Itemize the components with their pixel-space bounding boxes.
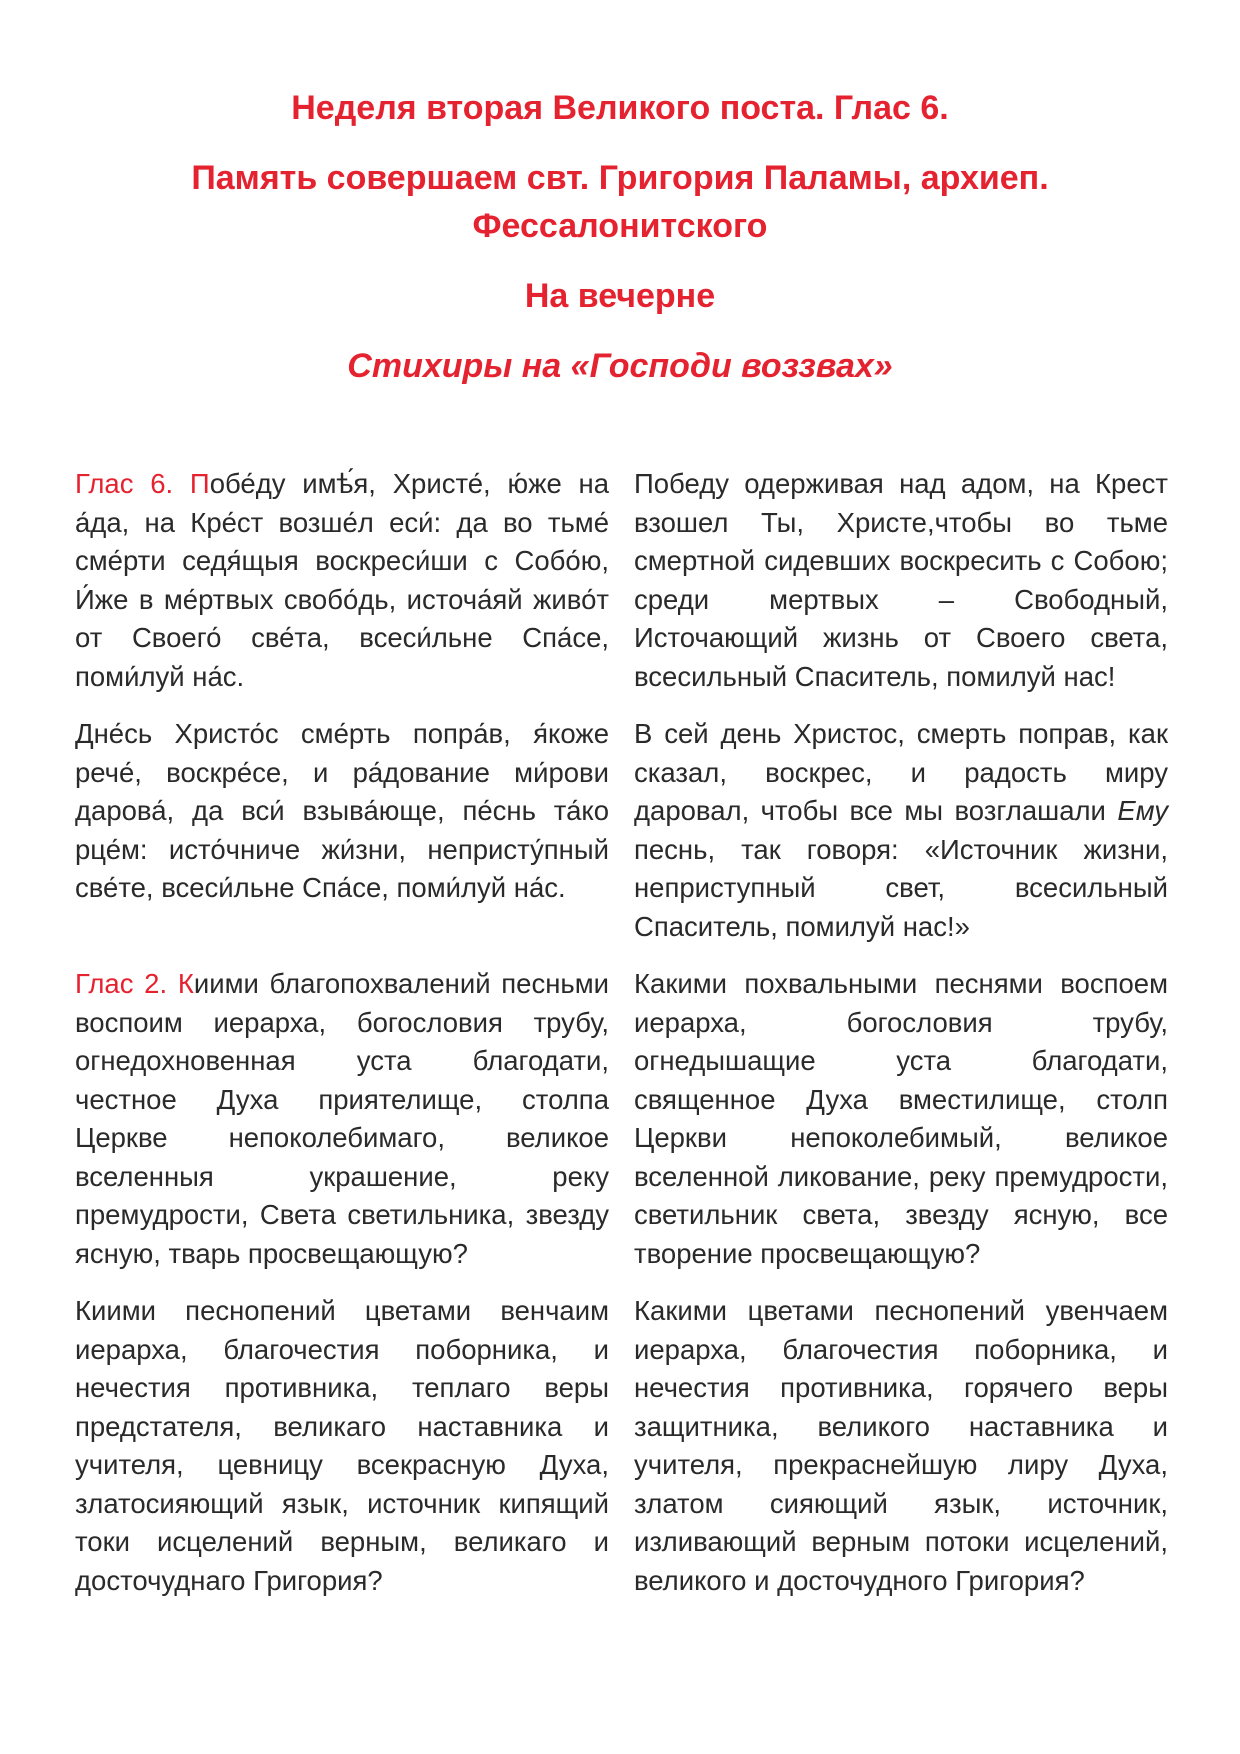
tone-label: Глас 2.: [75, 968, 168, 999]
sticheron-row-3: [75, 965, 1168, 1273]
commemoration-heading: Память совершаем свт. Григория Паламы, архиеп. Фессалонитского: [191, 159, 1049, 245]
russian-text: [634, 1292, 1168, 1600]
russian-body-before: В сей день Христос, смерть поправ, как сказал, воскрес, и радость миру даровал, чтобы все мы возглашали: [634, 718, 1168, 826]
russian-body: Какими цветами песнопений увенчаем иерарха, благочестия поборника, и нечестия противника, горячего веры защитника, великого наставника и учителя, прекраснейшую лиру Духа, златом сияющий язык, источник, изливающий верным потоки исцелений, великого и досточудного Григория?: [634, 1295, 1168, 1596]
slavonic-text: [75, 1292, 609, 1600]
sticheron-row-2: [75, 715, 1168, 946]
russian-text: [634, 715, 1168, 946]
russian-body: Какими похвальными песнями воспоем иерарха, богословия трубу, огнедышащие уста благодати, священное Духа вместилище, столп Церкви непоколебимый, великое вселенной ликование, реку премудрости, светильник света, звезду ясную, все творение просвещающую?: [634, 968, 1168, 1269]
russian-body: Победу одерживая над адом, на Крест взошел Ты, Христе,чтобы во тьме смертной сидевших воскресить с Собою; среди мертвых – Свободный, Источающий жизнь от Своего света, всесильный Спаситель, помилуй нас!: [634, 468, 1168, 692]
russian-body-after: песнь, так говоря: «Источник жизни, неприступный свет, всесильный Спаситель, помилуй нас!»: [634, 833, 1168, 942]
service-heading: На вечерне: [524, 277, 716, 315]
tone-label: Глас 6.: [75, 468, 174, 499]
slavonic-text: [75, 715, 609, 946]
page-title: Неделя вторая Великого поста. Глас 6.: [291, 89, 949, 127]
initial-letter: П: [189, 468, 210, 499]
slavonic-text: [75, 465, 609, 696]
initial-letter: К: [177, 968, 194, 999]
russian-text: [634, 965, 1168, 1273]
sticheron-row-4: [75, 1292, 1168, 1600]
slavonic-body: иими благопохвалений песньми воспоим иерарха, богословия трубу, огнедохновенная уста благодати, честное Духа приятелище, столпа Церкве непоколебимаго, великое вселенныя украшение, реку премудрости, Света светильника, звезду ясную, тварь просвещающую?: [75, 968, 610, 1269]
russian-text: [634, 465, 1168, 696]
slavonic-text: [75, 965, 609, 1273]
emphasis-word: Ему: [1117, 795, 1169, 826]
slavonic-body: Киими песнопений цветами венчаим иерарха, благочестия поборника, и нечестия противника, теплаго веры предстателя, великаго наставника и учителя, цевницу всекрасную Духа, златосияющий язык, источник кипящий токи исцелений верным, великаго и досточуднаго Григория?: [75, 1295, 609, 1596]
sticheron-row-1: [75, 465, 1168, 696]
heading-block: [120, 84, 1120, 412]
slavonic-body: обе́ду имѣ́я, Христе́, ю́же на а́да, на Кре́ст возше́л еси́: да во тьме́ сме́рти седя́щыя воскреси́ши с Собо́ю, И́же в ме́ртвых свобо́дь, источа́яй живо́т от Своего́ све́та, всеси́льне Спа́се, поми́луй на́с.: [75, 468, 610, 692]
slavonic-body: Дне́сь Христо́с сме́рть попра́в, я́коже рече́, воскре́се, и ра́дование ми́рови дарова́, да вси́ взыва́юще, пе́снь та́ко рце́м: исто́чниче жи́зни, непристу́пный све́те, всеси́льне Спа́се, поми́луй на́с.: [75, 718, 609, 903]
section-heading: Стихиры на «Господи воззвах»: [347, 347, 893, 385]
parallel-text-columns: [75, 465, 1168, 1619]
